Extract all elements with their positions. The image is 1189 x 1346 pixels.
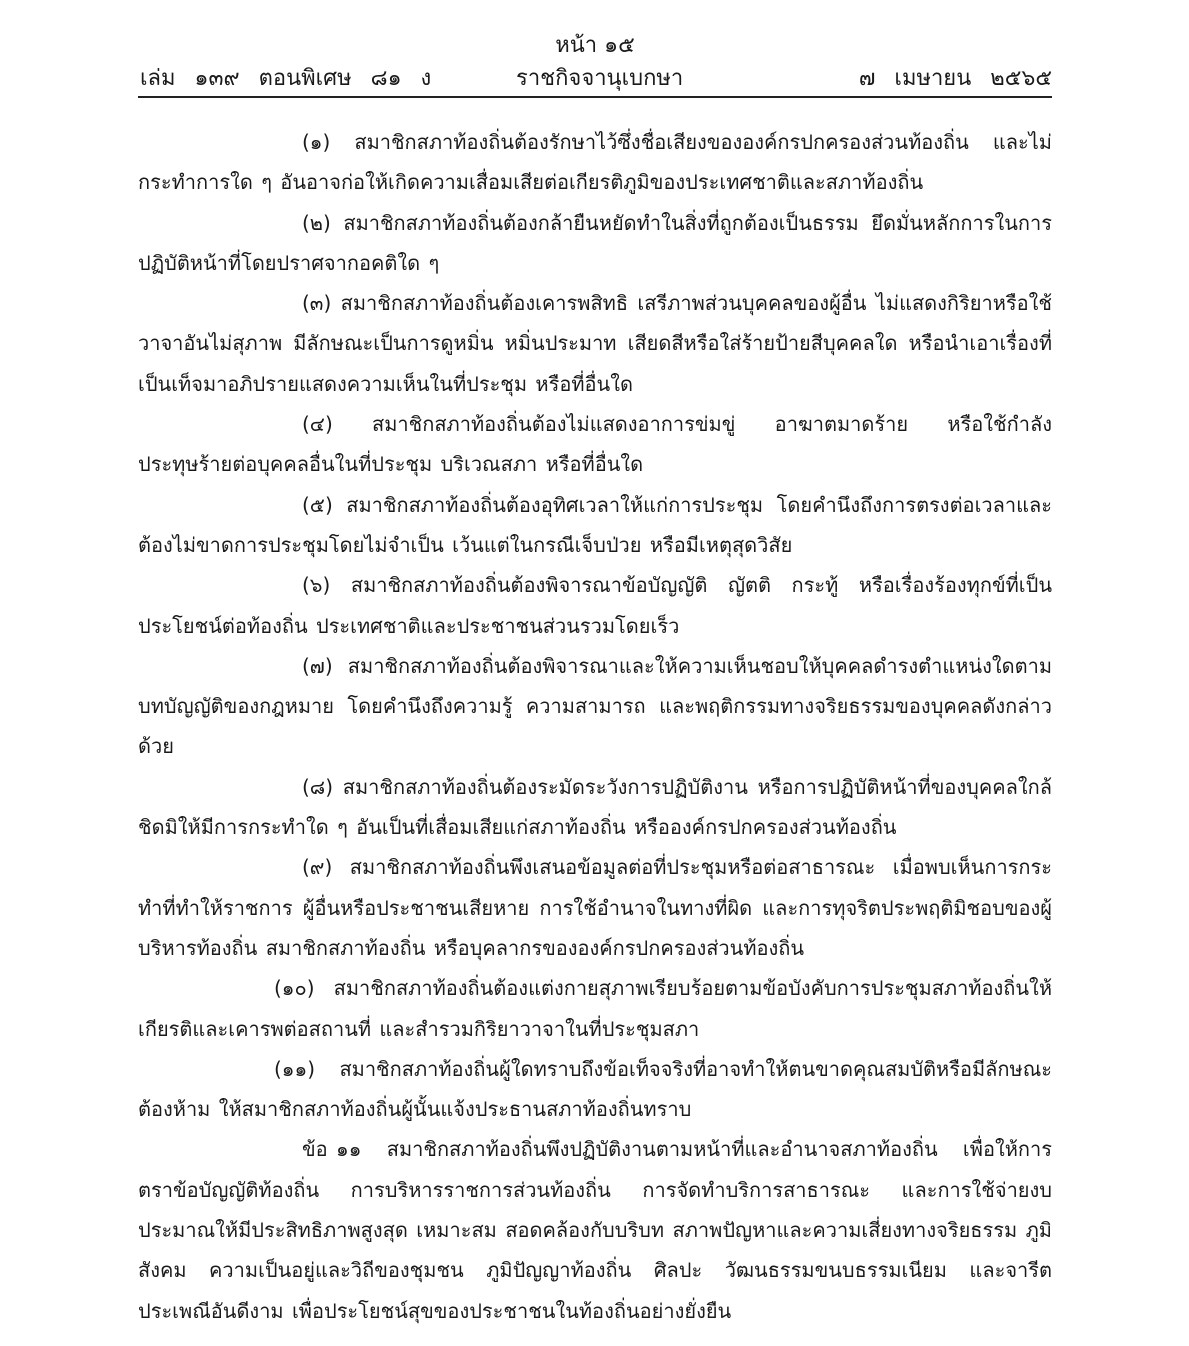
clause-3 — [138, 283, 1052, 404]
clause-1 — [138, 122, 1052, 203]
clause-7 — [138, 646, 1052, 767]
clause-5 — [138, 485, 1052, 566]
clause-10 — [138, 968, 1052, 1049]
clause-label: (๗) — [302, 653, 333, 678]
publication-title: ราชกิจจานุเบกษา — [516, 66, 684, 91]
clause-6 — [138, 565, 1052, 646]
clause-11 — [138, 1049, 1052, 1130]
clause-text: สมาชิกสภาท้องถิ่นต้องเคารพสิทธิ เสรีภาพส่วนบุคคลของผู้อื่น ไม่แสดงกิริยาหรือใช้วาจาอันไม่สุภาพ มีลักษณะเป็นการดูหมิ่น หมิ่นประมาท เสียดสีหรือใส่ร้ายป้ายสีบุคคลใด หรือนำเอาเรื่องที่เป็นเท็จมาอภิปรายแสดงความเห็นในที่ประชุม หรือที่อื่นใด — [138, 291, 1053, 396]
clause-text: สมาชิกสภาท้องถิ่นต้องพิจารณาข้อบัญญัติ ญัตติ กระทู้ หรือเรื่องร้องทุกข์ที่เป็นประโยชน์ต่อท้องถิ่น ประเทศชาติและประชาชนส่วนรวมโดยเร็ว — [138, 573, 1052, 638]
clause-label: (๓) — [302, 291, 332, 316]
clause-label: (๙) — [302, 855, 333, 880]
clause-text: สมาชิกสภาท้องถิ่นต้องไม่แสดงอาการข่มขู่ อาฆาตมาดร้าย หรือใช้กำลังประทุษร้ายต่อบุคคลอื่นในที่ประชุม บริเวณสภา หรือที่อื่นใด — [138, 412, 1052, 477]
clause-text: สมาชิกสภาท้องถิ่นผู้ใดทราบถึงข้อเท็จจริงที่อาจทำให้ตนขาดคุณสมบัติหรือมีลักษณะต้องห้าม ให้สมาชิกสภาท้องถิ่นผู้นั้นแจ้งประธานสภาท้องถิ่นทราบ — [138, 1056, 1052, 1122]
clause-label: (๑) — [302, 130, 331, 154]
clause-2 — [138, 203, 1052, 284]
clause-4 — [138, 404, 1052, 485]
publication-date: ๗ เมษายน ๒๕๖๕ — [858, 66, 1052, 91]
clause-9 — [138, 847, 1052, 968]
clause-label: (๕) — [302, 492, 333, 517]
clause-text: สมาชิกสภาท้องถิ่นต้องรักษาไว้ซึ่งชื่อเสียงขององค์กรปกครองส่วนท้องถิ่น และไม่กระทำการใด ๆ อันอาจก่อให้เกิดความเสื่อมเสียต่อเกียรติภูมิของประเทศชาติและสภาท้องถิ่น — [138, 130, 1052, 195]
article-11 — [138, 1129, 1052, 1330]
page-number: หน้า ๑๕ — [555, 33, 635, 58]
clause-label: (๖) — [302, 573, 331, 598]
clause-text: สมาชิกสภาท้องถิ่นต้องกล้ายืนหยัดทำในสิ่งที่ถูกต้องเป็นธรรม ยึดมั่นหลักการในการปฏิบัติหน้าที่โดยปราศจากอคติใด ๆ — [138, 210, 1053, 275]
clause-label: (๑๐) — [274, 976, 315, 1001]
clause-label: (๘) — [302, 774, 334, 799]
volume-info: เล่ม ๑๓๙ ตอนพิเศษ ๘๑ ง — [140, 66, 432, 91]
document-body — [138, 122, 1052, 1331]
article-text: สมาชิกสภาท้องถิ่นพึงปฏิบัติงานตามหน้าที่และอำนาจสภาท้องถิ่น เพื่อให้การตราข้อบัญญัติท้องถิ่น การบริหารราชการส่วนท้องถิ่น การจัดทำบริการสาธารณะ และการใช้จ่ายงบประมาณให้มีประสิทธิภาพสูงสุด เหมาะสม สอดคล้องกับบริบท สภาพปัญหาและความเสี่ยงทางจริยธรรม ภูมิสังคม ความเป็นอยู่และวิถีของชุมชน ภูมิปัญญาท้องถิ่น ศิลปะ วัฒนธรรมขนบธรรมเนียม และจารีตประเพณีอันดีงาม เพื่อประโยชน์สุขของประชาชนในท้องถิ่นอย่างยั่งยืน — [138, 1137, 1052, 1323]
clause-label: (๔) — [302, 412, 333, 437]
clause-text: สมาชิกสภาท้องถิ่นพึงเสนอข้อมูลต่อที่ประชุมหรือต่อสาธารณะ เมื่อพบเห็นการกระทำที่ทำให้ราชการ ผู้อื่นหรือประชาชนเสียหาย การใช้อำนาจในทางที่ผิด และการทุจริตประพฤติมิชอบของผู้บริหารท้องถิ่น สมาชิกสภาท้องถิ่น หรือบุคลากรขององค์กรปกครองส่วนท้องถิ่น — [138, 855, 1053, 960]
clause-8 — [138, 767, 1052, 848]
clause-label: (๑๑) — [274, 1056, 315, 1081]
clause-text: สมาชิกสภาท้องถิ่นต้องอุทิศเวลาให้แก่การประชุม โดยคำนึงถึงการตรงต่อเวลาและต้องไม่ขาดการประชุมโดยไม่จำเป็น เว้นแต่ในกรณีเจ็บป่วย หรือมีเหตุสุดวิสัย — [138, 492, 1053, 557]
clause-text: สมาชิกสภาท้องถิ่นต้องระมัดระวังการปฏิบัติงาน หรือการปฏิบัติหน้าที่ของบุคคลใกล้ชิดมิให้มีการกระทำใด ๆ อันเป็นที่เสื่อมเสียแก่สภาท้องถิ่น หรือองค์กรปกครองส่วนท้องถิ่น — [138, 774, 1052, 840]
clause-text: สมาชิกสภาท้องถิ่นต้องพิจารณาและให้ความเห็นชอบให้บุคคลดำรงตำแหน่งใดตามบทบัญญัติของกฎหมาย โดยคำนึงถึงความรู้ ความสามารถ และพฤติกรรมทางจริยธรรมของบุคคลดังกล่าวด้วย — [138, 653, 1052, 759]
gazette-header — [138, 62, 1052, 98]
clause-label: (๒) — [302, 210, 331, 235]
clause-text: สมาชิกสภาท้องถิ่นต้องแต่งกายสุภาพเรียบร้อยตามข้อบังคับการประชุมสภาท้องถิ่นให้เกียรติและเคารพต่อสถานที่ และสำรวมกิริยาวาจาในที่ประชุมสภา — [138, 976, 1052, 1041]
article-label: ข้อ ๑๑ — [302, 1137, 362, 1162]
